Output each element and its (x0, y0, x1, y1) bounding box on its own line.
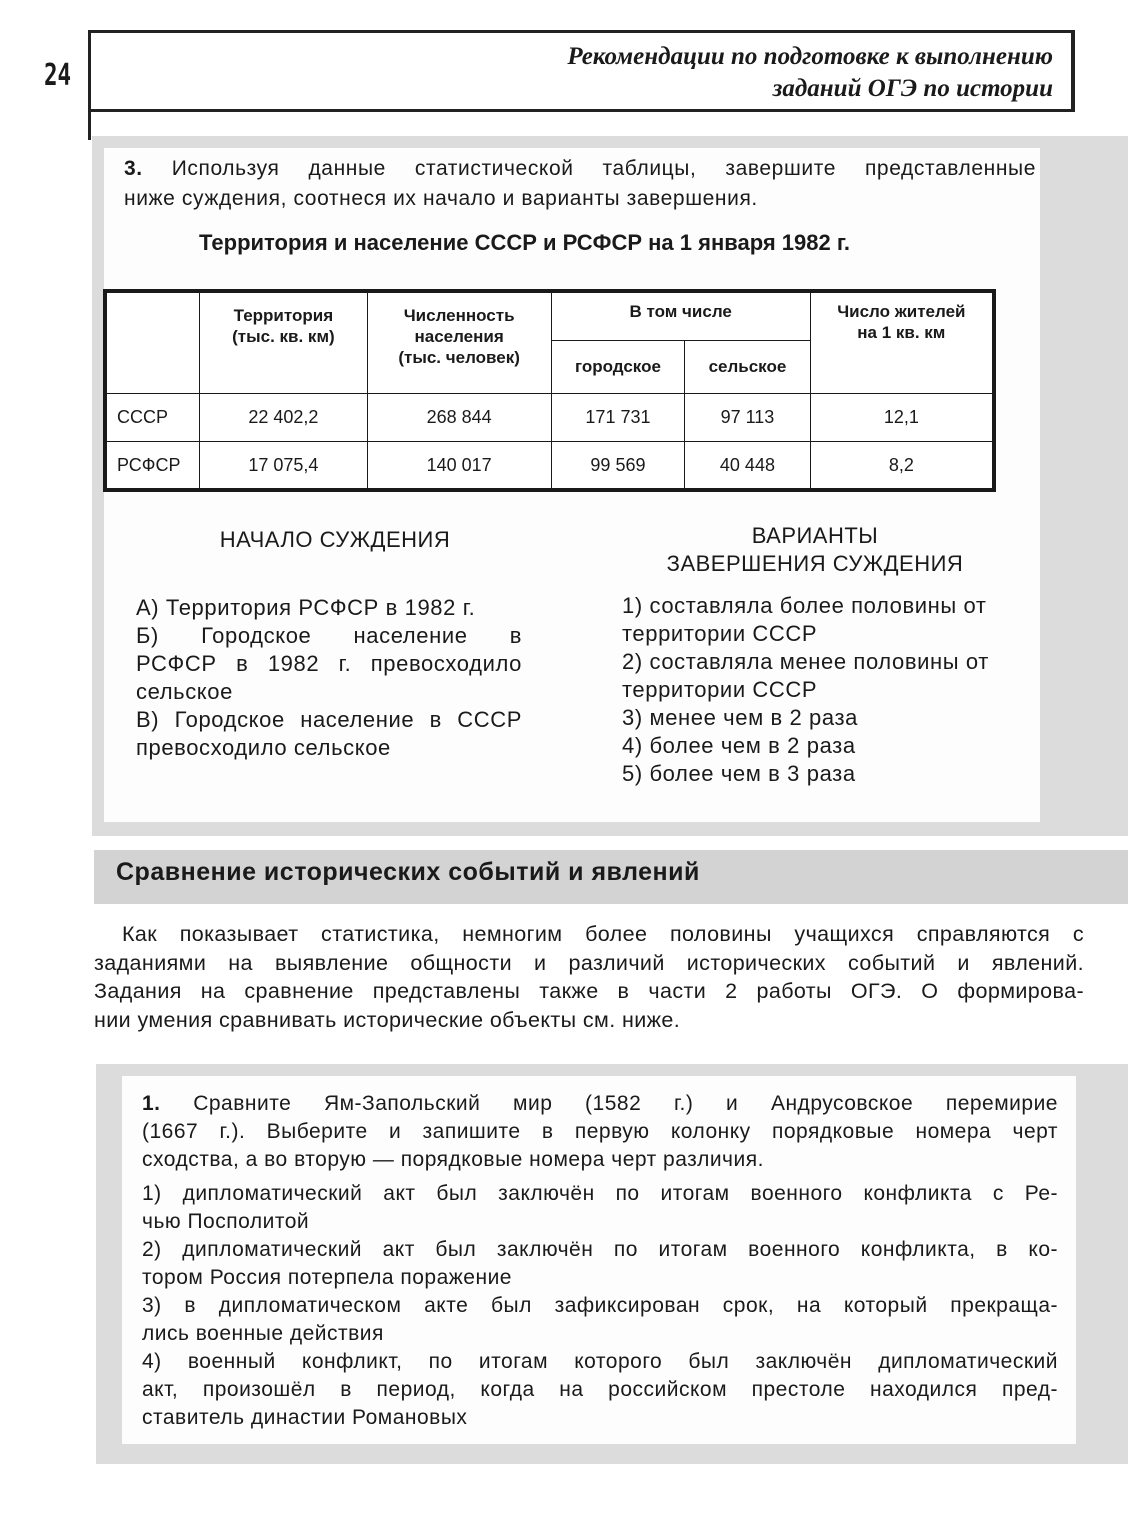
list-item: РСФСР в 1982 г. превосходило (136, 651, 522, 676)
header-population: Численность населения (тыс. человек) (367, 291, 551, 394)
table-corner (105, 291, 200, 394)
cell-territory: 17 075,4 (200, 442, 367, 490)
right-heading-line2: ЗАВЕРШЕНИЯ СУЖДЕНИЯ (666, 551, 964, 576)
header-title-line1: Рекомендации по подготовке к выполнению (567, 43, 1053, 70)
list-item: 3) в дипломатическом акте был зафиксирован срок, на который прекраща- лись военные действия (142, 1294, 1058, 1345)
cell-urban: 99 569 (551, 442, 684, 490)
header-title-line2: заданий ОГЭ по истории (772, 75, 1053, 102)
header-rule (88, 104, 91, 140)
cell-urban: 171 731 (551, 394, 684, 442)
header-including: В том числе (551, 291, 810, 340)
page-number: 24 (44, 58, 72, 93)
list-item: 1) дипломатический акт был заключён по итогам военного конфликта с Ре- чью Посполитой (142, 1182, 1058, 1233)
right-heading-line1: ВАРИАНТЫ (751, 523, 879, 548)
cell-rural: 40 448 (685, 442, 810, 490)
task3-line2: ниже суждения, соотнеся их начало и варианты завершения. (124, 187, 758, 210)
row-label: СССР (105, 394, 200, 442)
table-title: Территория и население СССР и РСФСР на 1 января 1982 г. (199, 230, 850, 255)
judgement-endings (622, 592, 1030, 788)
header-density: Число жителей на 1 кв. км (810, 291, 994, 394)
cell-rural: 97 113 (685, 394, 810, 442)
paragraph-line: нии умения сравнивать исторические объекты см. ниже. (94, 1007, 681, 1032)
cell-territory: 22 402,2 (200, 394, 367, 442)
list-item: Б) Городское население в (136, 623, 522, 648)
header-box (88, 30, 1075, 112)
cell-population: 268 844 (367, 394, 551, 442)
list-item: сельское (136, 679, 233, 704)
task1-intro-line: (1667 г.). Выберите и запишите в первую колонку порядковые номера черт (142, 1120, 1058, 1143)
section-title: Сравнение исторических событий и явлений (116, 858, 700, 886)
list-item: А) Территория РСФСР в 1982 г. (136, 595, 476, 620)
list-item: территории СССР (622, 621, 818, 646)
judgement-beginnings (136, 594, 522, 762)
table-row (105, 442, 994, 490)
paragraph-line: заданиями на выявление общности и различий исторических событий и явлений. (94, 950, 1084, 975)
header-title (567, 41, 1053, 105)
list-item: 1) составляла более половины от (622, 593, 987, 618)
list-item: 2) составляла менее половины от (622, 649, 989, 674)
task1-intro-line: Сравните Ям-Запольский мир (1582 г.) и Андрусовское перемирие (193, 1092, 1058, 1115)
header-rural: сельское (685, 340, 810, 393)
list-item: превосходило сельское (136, 735, 391, 760)
list-item: 2) дипломатический акт был заключён по итогам военного конфликта, в ко- тором Россия потерпела поражение (142, 1238, 1058, 1289)
cell-density: 12,1 (810, 394, 994, 442)
list-item: 4) более чем в 2 раза (622, 733, 856, 758)
right-column-heading (630, 522, 1000, 578)
section-paragraph (94, 920, 1084, 1034)
table-row (105, 394, 994, 442)
list-item: В) Городское население в СССР (136, 707, 522, 732)
task1-content (142, 1090, 1058, 1432)
task1-intro-line: сходства, а во вторую — порядковые номера черт различия. (142, 1148, 764, 1171)
cell-density: 8,2 (810, 442, 994, 490)
header-territory: Территория (тыс. кв. км) (200, 291, 367, 394)
statistics-table (103, 289, 996, 492)
list-item: 5) более чем в 3 раза (622, 761, 856, 786)
task3-number: 3. (124, 157, 143, 180)
header-urban: городское (551, 340, 684, 393)
left-column-heading: НАЧАЛО СУЖДЕНИЯ (219, 527, 451, 552)
row-label: РСФСР (105, 442, 200, 490)
paragraph-line: Как показывает статистика, немногим более половины учащихся справляются с (122, 922, 1084, 946)
list-item: 3) менее чем в 2 раза (622, 705, 858, 730)
paragraph-line: Задания на сравнение представлены также в части 2 работы ОГЭ. О формирова- (94, 979, 1084, 1003)
task1-number: 1. (142, 1092, 161, 1115)
list-item: 4) военный конфликт, по итогам которого был заключён дипломатический акт, произошёл в период, когда на российском престоле находился пред- ставитель династии Романовых (142, 1350, 1058, 1429)
list-item: территории СССР (622, 677, 818, 702)
cell-population: 140 017 (367, 442, 551, 490)
task3-prompt (124, 154, 1036, 214)
task3-line1: Используя данные статистической таблицы, завершите представленные (171, 157, 1037, 180)
